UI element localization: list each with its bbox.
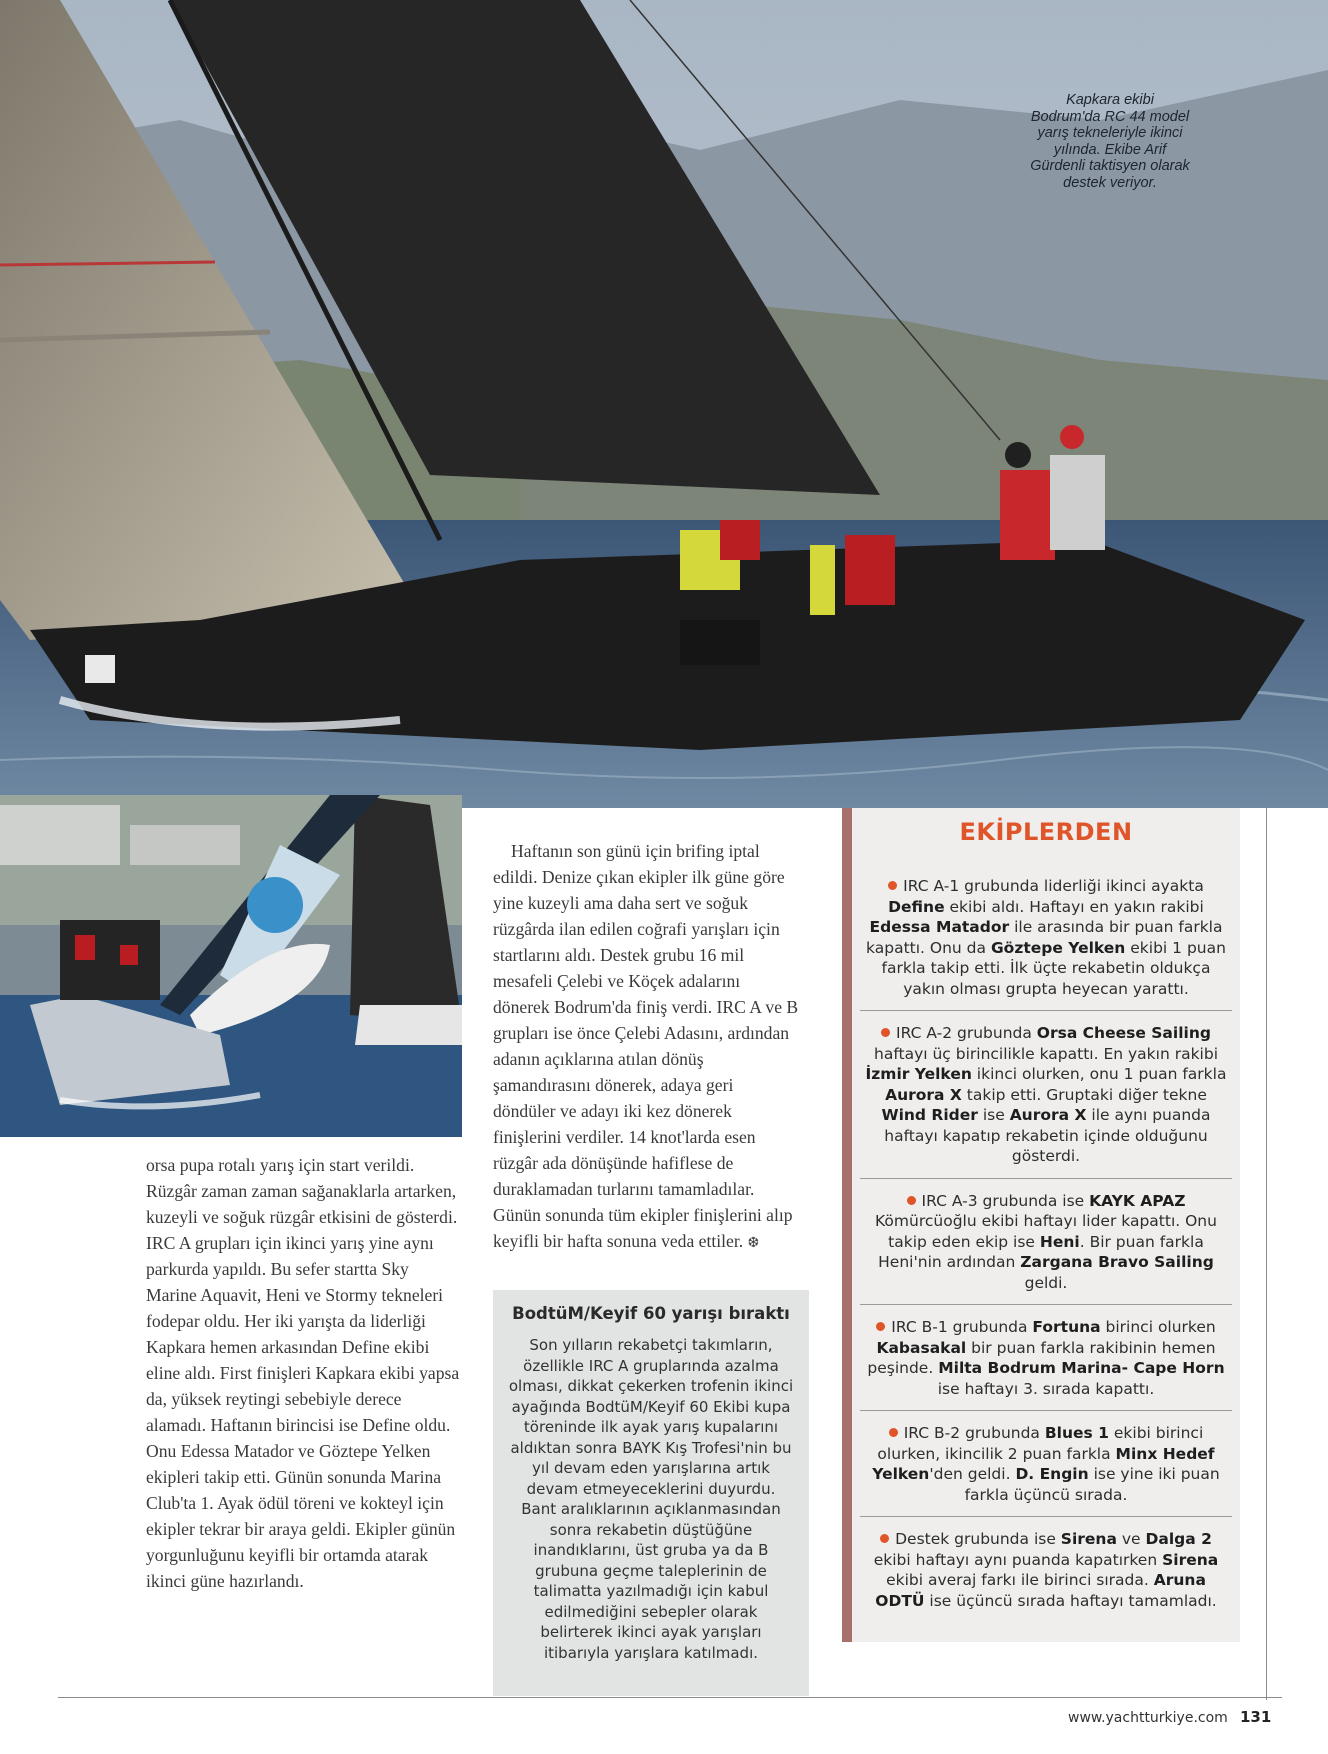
photo-caption: Kapkara ekibi Bodrum'da RC 44 model yarış tekneleriyle ikinci yılında. Ekibe Arif Gürdenli taktisyen olarak destek veriyor. — [1030, 92, 1190, 191]
team-name: Sirena — [1162, 1550, 1219, 1569]
team-name: Define — [888, 897, 945, 916]
team-name: Zargana Bravo Sailing — [1020, 1253, 1214, 1271]
item-text: ise üçüncü sırada haftayı tamamladı. — [924, 1591, 1217, 1610]
page-number: 131 — [1240, 1708, 1272, 1726]
item-text: ekibi 1 puan farkla takip etti. İlk üçte rekabetin oldukça yakın olması grupta heyecan yarattı. — [881, 938, 1226, 998]
article-paragraph: orsa pupa rotalı yarış için start verildi. Rüzgâr zaman zaman sağanaklarla artarken, kuzeyli ve soğuk rüzgâr etkisini de gösterdi. IRC A grupları için ikinci yarış yine aynı parkurda yapıldı. Bu sefer startta Sky Marine Aquavit, Heni ve Stormy tekneleri fodepar oldu. Her iki yarışta da liderliği Kapkara hemen arkasından Define ekibi eline aldı. First finişleri Kapkara ekibi yapsa da, yüksek reytingi sebebiyle derece alamadı. Haftanın birincisi ise Define oldu. Onu Edessa Matador ve Göztepe Yelken ekipleri takip etti. Günün sonunda Marina Club'ta 1. Ayak ödül töreni ve kokteyl için ekipler tekrar bir araya geldi. Ekipler günün yorgunluğunu keyifli bir ortamda atarak ikinci güne hazırlandı. — [146, 1155, 460, 1591]
item-text: ile arasında bir puan farkla kapattı. Onu da — [866, 918, 1223, 957]
item-text: bir puan farkla rakibinin hemen peşinde. — [867, 1338, 1216, 1377]
item-text: IRC B-1 grubunda — [891, 1318, 1033, 1336]
ekiplerden-item — [860, 1411, 1232, 1517]
column-divider — [1266, 808, 1267, 1700]
regatta-photo — [0, 795, 462, 1137]
item-text: IRC A-1 grubunda liderliği ikinci ayakta — [903, 877, 1204, 895]
item-text: geldi. — [1024, 1273, 1068, 1292]
team-name: Edessa Matador — [869, 918, 1010, 936]
item-text: ikinci olurken, onu 1 puan farkla — [971, 1065, 1227, 1083]
item-text: Destek grubunda ise — [895, 1530, 1061, 1548]
item-text: ise yine iki puan farkla üçüncü sırada. — [964, 1465, 1220, 1504]
bullet-icon — [881, 1028, 890, 1037]
item-text: 'den geldi. — [929, 1465, 1016, 1483]
ekiplerden-panel — [842, 808, 1240, 1642]
item-text: ekibi averaj farkı ile birinci sırada. — [886, 1571, 1154, 1589]
item-text: birinci olurken — [1100, 1318, 1216, 1336]
team-name: Aruna ODTÜ — [875, 1571, 1206, 1610]
article-paragraph-text: Haftanın son günü için brifing iptal edildi. Denize çıkan ekipler ilk güne göre yine kuzeyli ama daha sert ve soğuk rüzgârda ilan edilen coğrafi yarışları için startlarını aldı. Destek grubu 16 mil mesafeli Çelebi ve Köçek adalarını dönerek Bodrum'da finiş verdi. IRC A ve B grupları ise önce Çelebi Adasını, ardından adanın açıklarına atılan dönüş şamandırasını dönerek, adaya geri döndüler ve adayı iki kez dönerek finişlerini verdiler. 14 knot'larda esen rüzgâr ada dönüşünde hafiflese de duraklamadan turlarını tamamladılar. Günün sonunda tüm ekipler finişlerini alıp keyifli bir hafta sonuna veda ettiler. — [493, 841, 799, 1251]
item-text: Kömürcüoğlu ekibi haftayı lider kapattı. Onu takip eden ekip ise — [875, 1212, 1217, 1251]
team-name: Göztepe Yelken — [990, 938, 1126, 957]
panel-accent-bar — [842, 808, 852, 1642]
item-text: . Bir puan farkla Heni'nin ardından — [878, 1232, 1204, 1271]
item-text: ise haftayı 3. sırada kapattı. — [937, 1379, 1155, 1398]
team-name: Minx Hedef Yelken — [872, 1444, 1215, 1483]
bullet-icon — [880, 1534, 889, 1543]
team-name: İzmir Yelken — [865, 1065, 972, 1083]
team-name: Milta Bodrum Marina- Cape Horn — [938, 1359, 1225, 1377]
item-text: ekibi birinci olurken, ikincilik 2 puan farkla — [877, 1424, 1204, 1463]
article-end-icon: ❆ — [747, 1236, 760, 1251]
team-name: Aurora X — [885, 1085, 962, 1104]
item-text: ekibi haftayı aynı puanda kapatırken — [873, 1550, 1163, 1569]
team-name: Kabasakal — [876, 1338, 967, 1357]
item-text: haftayı üç birincilikle kapattı. En yakın rakibi — [874, 1044, 1218, 1063]
bullet-icon — [889, 1428, 898, 1437]
team-name: Orsa Cheese Sailing — [1036, 1024, 1211, 1042]
team-name: Sirena — [1060, 1530, 1117, 1548]
article-paragraph — [493, 838, 799, 1257]
team-name: Fortuna — [1032, 1318, 1101, 1336]
team-name: Wind Rider — [881, 1106, 978, 1124]
team-name: Blues 1 — [1044, 1424, 1109, 1442]
sidebar-box-text: Son yılların rekabetçi takımların, özellikle IRC A gruplarında azalma olması, dikkat çekerken trofenin ikinci ayağında BodtüM/Keyif 60 Ekibi kupa töreninde ilk ayak yarış kupalarını aldıktan sonra BAYK Kış Trofesi'nin bu yıl devam eden yarışlarına artık devam etmeyeceklerini duyurdu. Bant aralıklarının açıklanmasından sonra rekabetin düştüğüne inandıklarını, üst gruba ya da B grubuna geçme taleplerinin de talimatta yazılmadığı için kabul edilmediğini sebepler olarak belirterek ikinci ayak yarışları itibarıyla yarışlara katılmadı. — [508, 1336, 794, 1662]
team-name: KAYK APAZ — [1089, 1191, 1186, 1210]
ekiplerden-item — [860, 864, 1232, 1011]
ekiplerden-item — [860, 1305, 1232, 1411]
sidebar-box-title: BodtüM/Keyif 60 yarışı bıraktı — [512, 1304, 790, 1323]
bullet-icon — [876, 1322, 885, 1331]
item-text: ile aynı puanda haftayı kapatıp rekabetin içinde olduğunu gösterdi. — [884, 1106, 1211, 1165]
footer-url: www.yachtturkiye.com — [1068, 1710, 1228, 1726]
bullet-icon — [888, 881, 897, 890]
item-text: ekibi aldı. Haftayı en yakın rakibi — [944, 897, 1204, 916]
footer-rule — [58, 1697, 1282, 1698]
item-text: ve — [1116, 1530, 1146, 1548]
item-text: ise — [977, 1106, 1010, 1124]
ekiplerden-title: EKİPLERDEN — [959, 818, 1133, 846]
team-name: Heni — [1039, 1232, 1080, 1251]
team-name: D. Engin — [1015, 1465, 1089, 1483]
ekiplerden-item — [860, 1179, 1232, 1306]
item-text: IRC B-2 grubunda — [903, 1424, 1045, 1442]
item-text: IRC A-3 grubunda ise — [921, 1191, 1090, 1210]
ekiplerden-item — [860, 1011, 1232, 1179]
bullet-icon — [907, 1196, 916, 1205]
item-text: IRC A-2 grubunda — [896, 1024, 1037, 1042]
sidebar-box — [493, 1290, 809, 1696]
ekiplerden-item — [860, 1517, 1232, 1622]
item-text: takip etti. Gruptaki diğer tekne — [961, 1085, 1207, 1104]
ekiplerden-list — [860, 864, 1232, 1622]
team-name: Dalga 2 — [1145, 1530, 1212, 1548]
article-left-column — [146, 1152, 464, 1594]
article-middle-column — [493, 838, 799, 1257]
hero-photo-sailboat — [0, 0, 1328, 808]
team-name: Aurora X — [1009, 1106, 1087, 1124]
